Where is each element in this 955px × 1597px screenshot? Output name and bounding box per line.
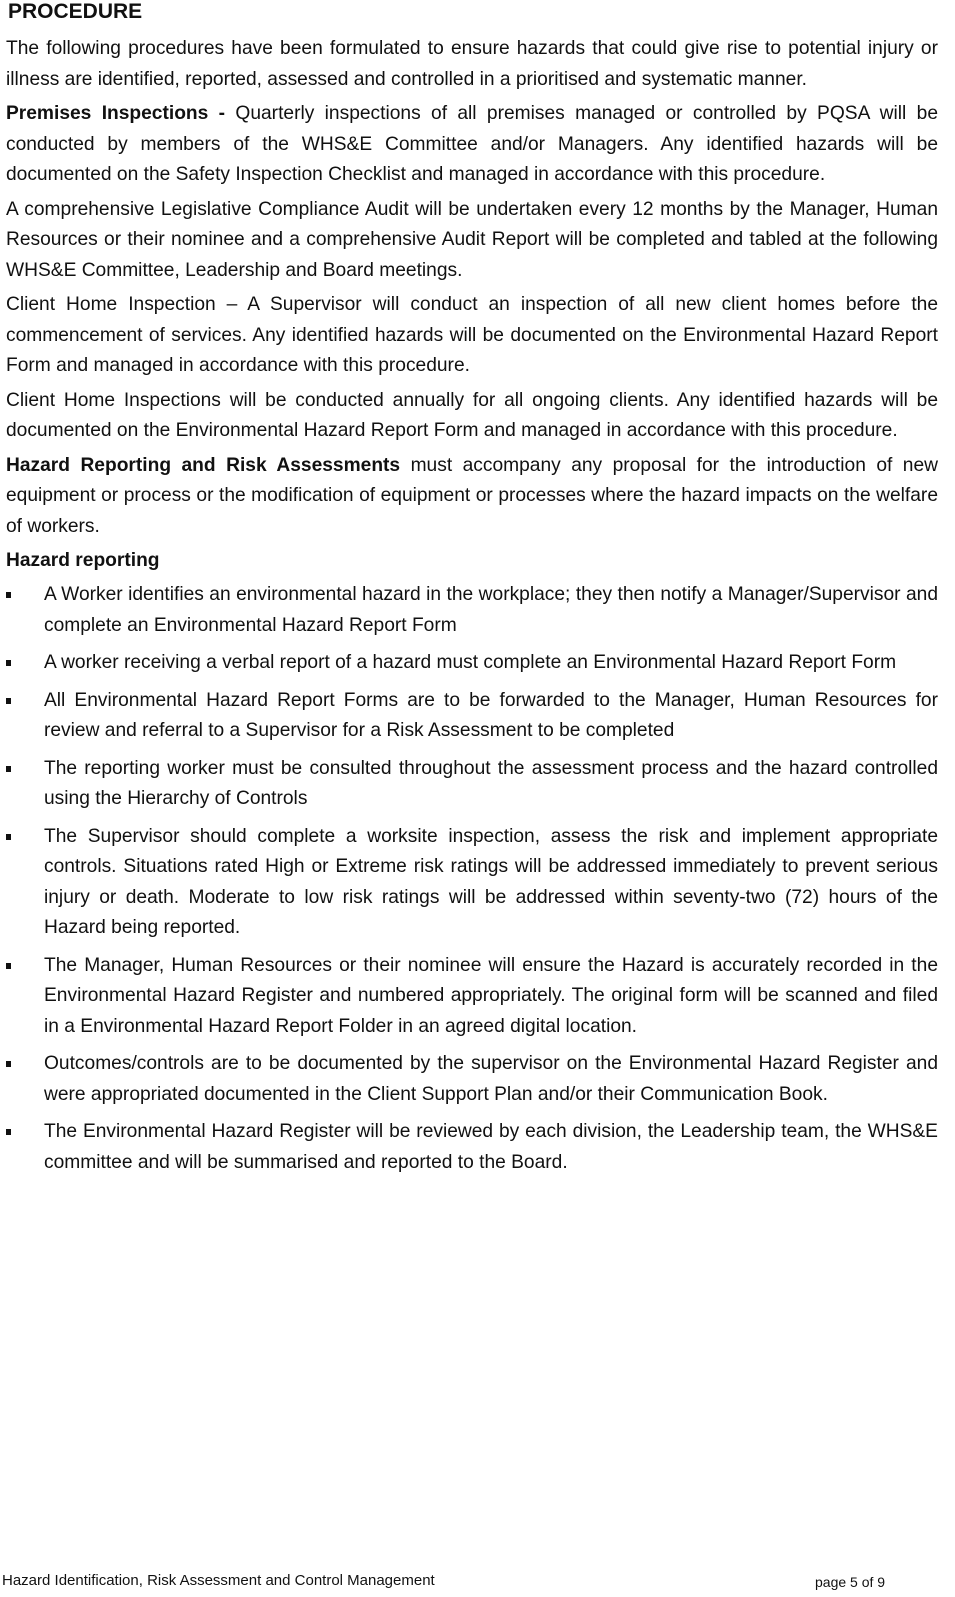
list-item <box>6 951 938 1043</box>
hazard-reporting-heading: Hazard reporting <box>6 550 160 571</box>
intro-paragraph: The following procedures have been formulated to ensure hazards that could give rise to potential injury or illness are identified, reported, assessed and controlled in a prioritised and systematic manner. <box>6 38 938 90</box>
list-item <box>6 580 938 641</box>
list-item-text: All Environmental Hazard Report Forms are to be forwarded to the Manager, Human Resources for review and referral to a Supervisor for a Risk Assessment to be completed <box>44 689 938 741</box>
list-item-text: The reporting worker must be consulted throughout the assessment process and the hazard controlled using the Hierarchy of Controls <box>44 757 938 809</box>
risk-assessment-text: must accompany any proposal for the introduction of new equipment or process or the modification of equipment or processes where the hazard impacts on the welfare of workers. <box>6 454 939 537</box>
page-heading: PROCEDURE <box>8 0 143 23</box>
premises-inspections-text: Quarterly inspections of all premises managed or controlled by PQSA will be conducted by members of the WHS&E Committee and/or Managers. Any identified hazards will be documented on the Safety Inspection Checklist and managed in accordance with this procedure. <box>6 103 939 185</box>
list-item <box>6 754 938 815</box>
hazard-reporting-list <box>6 580 938 1178</box>
list-item-text: The Environmental Hazard Register will be reviewed by each division, the Leadership team, the WHS&E committee and will be summarised and reported to the Board. <box>44 1121 938 1173</box>
list-item <box>6 1117 938 1178</box>
list-item-text: A Worker identifies an environmental hazard in the workplace; they then notify a Manager/Supervisor and complete an Environmental Hazard Report Form <box>44 584 938 636</box>
bullet-icon <box>6 1061 11 1067</box>
bullet-icon <box>6 834 11 840</box>
list-item <box>6 648 938 679</box>
audit-paragraph: A comprehensive Legislative Compliance Audit will be undertaken every 12 months by the Manager, Human Resources or their nominee and a comprehensive Audit Report will be completed and tabled at the following WHS&E Committee, Leadership and Board meetings. <box>6 198 938 281</box>
footer-page-number: page 5 of 9 <box>815 1574 886 1590</box>
list-item-text: The Supervisor should complete a worksite inspection, assess the risk and implement appropriate controls. Situations rated High or Extreme risk ratings will be addressed immediately to prevent serious injury or death. Moderate to low risk ratings will be addressed within seventy-two (72) hours of the Hazard being reported. <box>44 825 938 938</box>
bullet-icon <box>6 766 11 772</box>
list-item <box>6 822 938 944</box>
document-page <box>6 0 938 1185</box>
bullet-icon <box>6 660 11 666</box>
bullet-icon <box>6 592 11 598</box>
list-item-text: The Manager, Human Resources or their nominee will ensure the Hazard is accurately recorded in the Environmental Hazard Register and numbered appropriately. The original form will be scanned and filed in a Environmental Hazard Report Folder in an agreed digital location. <box>44 954 938 1037</box>
footer-document-title: Hazard Identification, Risk Assessment and Control Management <box>2 1572 435 1589</box>
list-item-text: Outcomes/controls are to be documented by the supervisor on the Environmental Hazard Register and were appropriated documented in the Client Support Plan and/or their Communication Book. <box>44 1053 938 1105</box>
premises-inspections-label: Premises Inspections - <box>6 103 226 124</box>
list-item <box>6 686 938 747</box>
risk-assessment-paragraph <box>6 451 938 543</box>
risk-assessment-label: Hazard Reporting and Risk Assessments <box>6 454 401 476</box>
client-home-inspection-paragraph: Client Home Inspection – A Supervisor will conduct an inspection of all new client homes before the commencement of services. Any identified hazards will be documented on the Environmental Hazard Report Form and managed in accordance with this procedure. <box>6 294 938 376</box>
client-annual-inspection-paragraph: Client Home Inspections will be conducted annually for all ongoing clients. Any identified hazards will be documented on the Environmental Hazard Report Form and managed in accordance with this procedure. <box>6 389 938 441</box>
premises-inspections-paragraph <box>6 99 938 191</box>
list-item-text: A worker receiving a verbal report of a hazard must complete an Environmental Hazard Report Form <box>44 652 897 673</box>
list-item <box>6 1049 938 1110</box>
bullet-icon <box>6 963 11 969</box>
bullet-icon <box>6 698 11 704</box>
bullet-icon <box>6 1129 11 1135</box>
